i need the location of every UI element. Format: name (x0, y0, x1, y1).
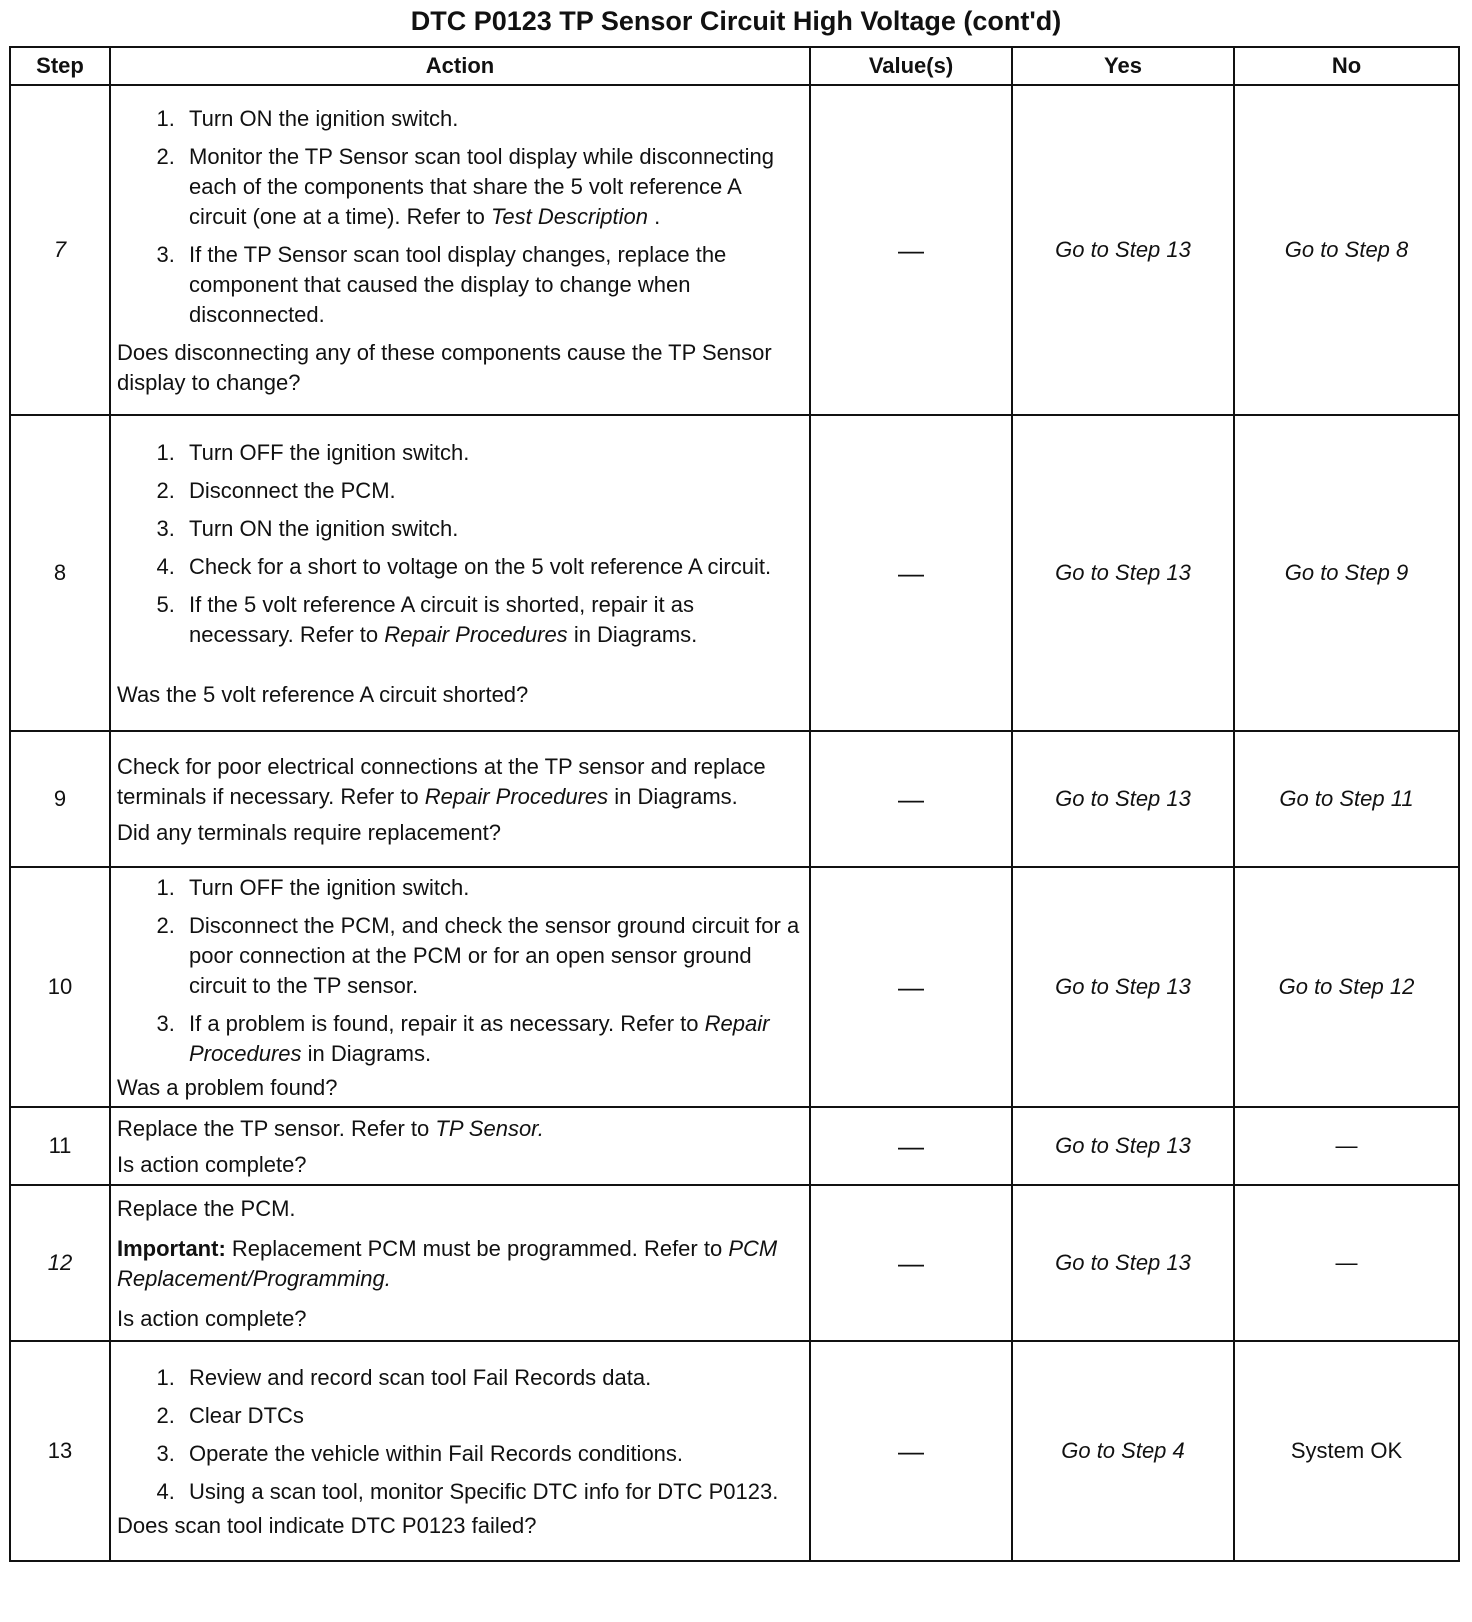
list-item: 1. Turn OFF the ignition switch. (181, 873, 803, 903)
yes-cell: Go to Step 13 (1012, 867, 1234, 1107)
value-cell: — (810, 1341, 1012, 1561)
important-label: Important: (117, 1236, 226, 1261)
list-item: 1. Turn OFF the ignition switch. (181, 438, 803, 468)
value-cell: — (810, 731, 1012, 867)
column-header-values: Value(s) (810, 47, 1012, 85)
list-item: 2. Disconnect the PCM, and check the sensor ground circuit for a poor connection at the PCM or for an open sensor ground circuit to the TP sensor. (181, 911, 803, 1001)
step-number: 9 (10, 731, 110, 867)
step-question: Was a problem found? (117, 1075, 338, 1100)
action-cell (110, 415, 810, 731)
no-cell: Go to Step 8 (1234, 85, 1459, 415)
no-cell: — (1234, 1107, 1459, 1185)
action-cell (110, 1341, 810, 1561)
step-number: 8 (10, 415, 110, 731)
action-text: Replace the PCM. (117, 1196, 296, 1221)
action-list (117, 873, 803, 1069)
step-number: 11 (10, 1107, 110, 1185)
reference-link: Test Description (491, 204, 648, 229)
table-row-step-10 (10, 867, 1459, 1107)
step-number: 7 (10, 85, 110, 415)
action-list (117, 438, 803, 650)
list-item: 3. If the TP Sensor scan tool display changes, replace the component that caused the display to change when disconnected. (181, 240, 803, 330)
list-item (181, 1009, 803, 1069)
list-item: 3. Turn ON the ignition switch. (181, 514, 803, 544)
list-item (181, 590, 803, 650)
no-cell: Go to Step 9 (1234, 415, 1459, 731)
page-title: DTC P0123 TP Sensor Circuit High Voltage (cont'd) (410, 6, 1062, 36)
step-number: 13 (10, 1341, 110, 1561)
step-question: Does scan tool indicate DTC P0123 failed? (117, 1513, 537, 1538)
list-item: 1. Review and record scan tool Fail Records data. (181, 1363, 803, 1393)
important-text: Replacement PCM must be programmed. Refer to (231, 1236, 723, 1261)
table-row-step-11 (10, 1107, 1459, 1185)
list-item-text: Monitor the TP Sensor scan tool display while disconnecting each of the components that share the 5 volt reference A circuit (one at a time). Refer to (189, 144, 774, 229)
action-text (117, 1114, 803, 1144)
step-number: 10 (10, 867, 110, 1107)
reference-link: TP Sensor. (435, 1116, 544, 1141)
action-text-body: Check for poor electrical connections at the TP sensor and replace terminals if necessary. Refer to (117, 754, 766, 809)
reference-link: Repair Procedures (424, 784, 609, 809)
list-item: 2. Disconnect the PCM. (181, 476, 803, 506)
step-question: Does disconnecting any of these components cause the TP Sensor display to change? (117, 340, 772, 395)
yes-cell: Go to Step 13 (1012, 1107, 1234, 1185)
list-item: 4. Check for a short to voltage on the 5 volt reference A circuit. (181, 552, 803, 582)
important-note (117, 1234, 803, 1294)
reference-link: PCM Replacement/Programming. (117, 1236, 778, 1291)
step-number: 12 (10, 1185, 110, 1341)
action-text (117, 752, 803, 812)
action-cell (110, 1107, 810, 1185)
step-question: Was the 5 volt reference A circuit shorted? (117, 682, 529, 707)
value-cell: — (810, 1185, 1012, 1341)
action-list (117, 1363, 803, 1507)
list-item: 1. Turn ON the ignition switch. (181, 104, 803, 134)
yes-cell: Go to Step 13 (1012, 731, 1234, 867)
table-row-step-7 (10, 85, 1459, 415)
action-text-body: in Diagrams. (614, 784, 738, 809)
reference-link: Repair Procedures (384, 622, 568, 647)
action-list (117, 104, 803, 330)
no-cell: Go to Step 12 (1234, 867, 1459, 1107)
step-question: Is action complete? (117, 1306, 307, 1331)
step-question: Is action complete? (117, 1152, 307, 1177)
list-item-text: . (654, 204, 661, 229)
diagnostic-table (9, 46, 1460, 1562)
table-row-step-13 (10, 1341, 1459, 1561)
yes-cell: Go to Step 4 (1012, 1341, 1234, 1561)
value-cell: — (810, 415, 1012, 731)
yes-cell: Go to Step 13 (1012, 415, 1234, 731)
list-item-text: If the 5 volt reference A circuit is shorted, repair it as necessary. Refer to (189, 592, 695, 647)
table-row-step-8 (10, 415, 1459, 731)
list-item: 2. Clear DTCs (181, 1401, 803, 1431)
list-item: 4. Using a scan tool, monitor Specific DTC info for DTC P0123. (181, 1477, 803, 1507)
list-item-text: in Diagrams. (573, 622, 698, 647)
no-cell: Go to Step 11 (1234, 731, 1459, 867)
list-item-text: in Diagrams. (307, 1041, 432, 1066)
action-text-body: Replace the TP sensor. Refer to (117, 1116, 430, 1141)
no-cell: System OK (1234, 1341, 1459, 1561)
action-cell (110, 867, 810, 1107)
column-header-no: No (1234, 47, 1459, 85)
list-item: 3. Operate the vehicle within Fail Records conditions. (181, 1439, 803, 1469)
reference-link: Repair Procedures (189, 1011, 770, 1066)
value-cell: — (810, 85, 1012, 415)
table-row-step-12 (10, 1185, 1459, 1341)
column-header-yes: Yes (1012, 47, 1234, 85)
column-header-action: Action (110, 47, 810, 85)
list-item (181, 142, 803, 232)
list-item-text: If a problem is found, repair it as necessary. Refer to (189, 1011, 699, 1036)
table-row-step-9 (10, 731, 1459, 867)
table-header-row (10, 47, 1459, 85)
action-cell (110, 85, 810, 415)
yes-cell: Go to Step 13 (1012, 1185, 1234, 1341)
no-cell: — (1234, 1185, 1459, 1341)
value-cell: — (810, 1107, 1012, 1185)
step-question: Did any terminals require replacement? (117, 820, 501, 845)
yes-cell: Go to Step 13 (1012, 85, 1234, 415)
column-header-step: Step (10, 47, 110, 85)
action-cell (110, 1185, 810, 1341)
action-cell (110, 731, 810, 867)
value-cell: — (810, 867, 1012, 1107)
